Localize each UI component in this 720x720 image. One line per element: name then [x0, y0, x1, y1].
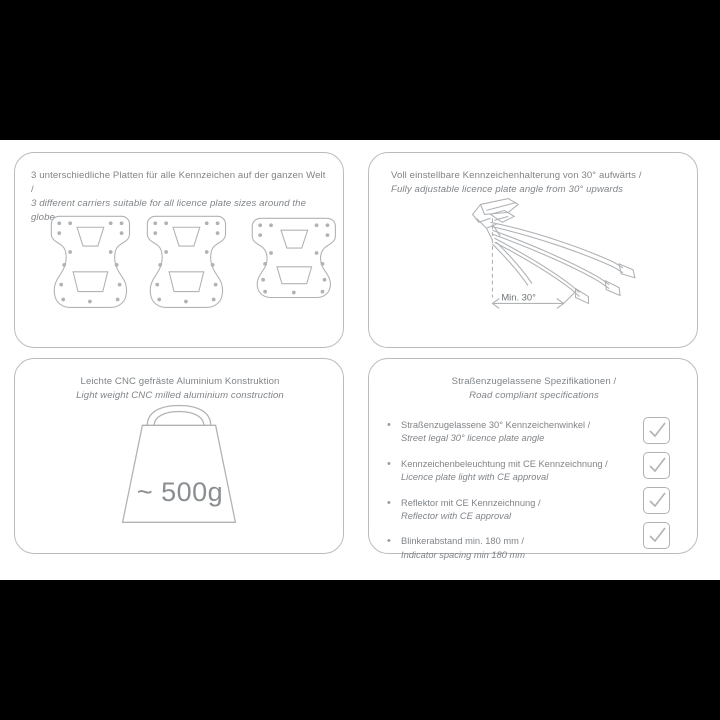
panel-weight-caption-en: Light weight CNC milled aluminium construction	[76, 390, 284, 401]
spec-item-text-en: Street legal 30° licence plate angle	[401, 433, 545, 444]
angle-dimension-arrow	[492, 292, 575, 309]
checkbox-checked[interactable]	[643, 487, 670, 514]
panel-carriers-caption-en: 3 different carriers suitable for all licence plate sizes around the globe	[31, 198, 307, 223]
panel-carriers-caption	[31, 169, 331, 225]
panel-specs-caption-de: Straßenzugelassene Spezifikationen /	[451, 376, 617, 387]
spec-item-text	[401, 497, 541, 524]
panel-angle-caption	[391, 169, 683, 197]
pivot-bracket-shape	[473, 199, 519, 241]
bullet-icon: •	[387, 496, 391, 509]
spec-item-text-en: Licence plate light with CE approval	[401, 472, 549, 483]
panel-weight-caption-de: Leichte CNC gefräste Aluminium Konstruktion	[80, 376, 280, 387]
checkbox-column	[643, 417, 679, 557]
panel-weight	[14, 358, 344, 554]
checkbox-checked[interactable]	[643, 452, 670, 479]
check-icon	[647, 490, 668, 511]
spec-item-text	[401, 535, 525, 562]
spec-item	[387, 419, 617, 446]
spec-item	[387, 497, 617, 524]
info-sheet	[0, 140, 720, 580]
weight-value-label: ~ 500g	[136, 477, 224, 507]
spec-item-text-de: Straßenzugelassene 30° Kennzeichenwinkel /	[401, 420, 591, 430]
spec-item-text-de: Reflektor mit CE Kennzeichnung /	[401, 497, 541, 508]
spec-item-text-en: Reflector with CE approval	[401, 511, 512, 522]
plate-medium-holes	[153, 221, 219, 303]
panel-angle-caption-de: Voll einstellbare Kennzeichenhalterung von 30° aufwärts /	[391, 170, 642, 181]
angle-dimension-label: Min. 30°	[501, 291, 536, 303]
plate-small-shape	[51, 216, 129, 307]
check-icon	[647, 420, 668, 441]
panel-weight-caption	[15, 375, 345, 403]
spec-item-text	[401, 419, 590, 446]
spec-item	[387, 535, 617, 562]
bullet-icon: •	[387, 535, 391, 548]
panel-specs-caption-en: Road compliant specifications	[469, 390, 599, 401]
plate-wide-shape	[252, 218, 335, 297]
panel-specs	[368, 358, 698, 560]
spec-item-text-de: Kennzeichenbeleuchtung mit CE Kennzeichnung /	[401, 458, 608, 469]
bullet-icon: •	[387, 419, 391, 431]
spec-item-text-en: Indicator spacing min 180 mm	[401, 549, 526, 560]
spec-item-text	[401, 458, 608, 485]
plate-medium-shape	[147, 216, 225, 307]
check-icon	[647, 455, 668, 476]
bullet-icon: •	[387, 457, 391, 470]
panel-angle	[368, 152, 698, 348]
plate-small-holes	[57, 221, 123, 303]
spec-list	[387, 419, 617, 574]
checkbox-checked[interactable]	[643, 417, 670, 444]
spec-item	[387, 458, 617, 485]
adjustable-arms-shape	[490, 222, 635, 303]
plate-wide-holes	[258, 223, 329, 294]
panel-angle-caption-en: Fully adjustable licence plate angle from 30° upwards	[391, 184, 624, 195]
check-icon	[647, 525, 668, 546]
checkbox-checked[interactable]	[643, 522, 670, 549]
panel-carriers-caption-de: 3 unterschiedliche Platten für alle Kennzeichen auf der ganzen Welt /	[31, 170, 326, 195]
panel-carriers	[14, 152, 344, 348]
spec-item-text-de: Blinkerabstand min. 180 mm /	[401, 536, 524, 547]
panel-specs-caption	[369, 375, 699, 403]
